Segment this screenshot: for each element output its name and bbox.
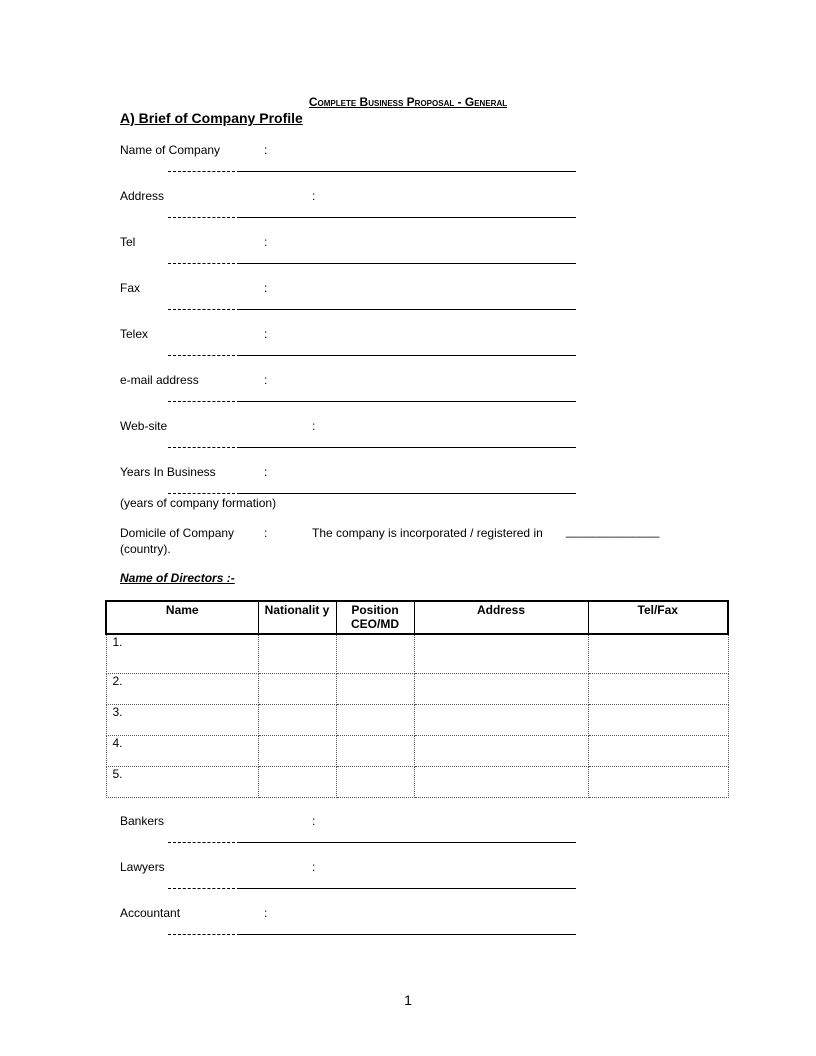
row-number: 2. — [106, 674, 258, 705]
document-title: Complete Business Proposal - General — [308, 95, 508, 109]
page-number: 1 — [404, 992, 412, 1008]
section-heading-company-profile: A) Brief of Company Profile — [120, 110, 303, 126]
colon: : — [264, 281, 268, 295]
domicile-country-note: (country). — [120, 542, 171, 556]
table-cell[interactable] — [588, 674, 728, 705]
table-cell[interactable] — [258, 634, 336, 674]
label-fax: Fax — [120, 281, 141, 295]
label-name-of-company: Name of Company — [120, 143, 221, 157]
years-in-business-field[interactable] — [168, 483, 576, 493]
column-header-nationality: Nationalit y — [258, 601, 336, 634]
directors-heading: Name of Directors :- — [120, 571, 235, 585]
column-header-name: Name — [106, 601, 258, 634]
name-of-company-field[interactable] — [168, 161, 576, 171]
domicile-text: The company is incorporated / registered in — [312, 526, 543, 540]
table-row — [106, 634, 728, 674]
website-field[interactable] — [168, 437, 576, 447]
colon: : — [264, 373, 268, 387]
label-telex: Telex — [120, 327, 149, 341]
table-cell[interactable] — [336, 674, 414, 705]
table-cell[interactable] — [588, 705, 728, 736]
table-cell[interactable] — [336, 705, 414, 736]
row-number: 1. — [106, 634, 258, 674]
bankers-field[interactable] — [168, 832, 576, 842]
colon: : — [264, 906, 268, 920]
label-website: Web-site — [120, 419, 168, 433]
domicile-country-field[interactable]: ______________ — [566, 524, 660, 538]
directors-table — [105, 600, 729, 798]
table-cell[interactable] — [336, 736, 414, 767]
colon: : — [264, 143, 268, 157]
label-tel: Tel — [120, 235, 136, 249]
row-number: 4. — [106, 736, 258, 767]
column-header-position: Position CEO/MD — [336, 601, 414, 634]
table-cell[interactable] — [414, 674, 588, 705]
label-domicile: Domicile of Company — [120, 526, 235, 540]
colon: : — [264, 465, 268, 479]
label-address: Address — [120, 189, 165, 203]
table-cell[interactable] — [414, 736, 588, 767]
colon: : — [264, 526, 268, 540]
table-cell[interactable] — [258, 767, 336, 798]
email-field[interactable] — [168, 391, 576, 401]
table-row — [106, 736, 728, 767]
address-field[interactable] — [168, 207, 576, 217]
column-header-tel-fax: Tel/Fax — [588, 601, 728, 634]
colon: : — [312, 814, 316, 828]
label-lawyers: Lawyers — [120, 860, 165, 874]
fax-field[interactable] — [168, 299, 576, 309]
row-number: 3. — [106, 705, 258, 736]
label-years-in-business: Years In Business — [120, 465, 216, 479]
table-cell[interactable] — [336, 634, 414, 674]
colon: : — [312, 860, 316, 874]
label-email: e-mail address — [120, 373, 199, 387]
table-row — [106, 674, 728, 705]
table-cell[interactable] — [258, 674, 336, 705]
table-row — [106, 767, 728, 798]
column-header-address: Address — [414, 601, 588, 634]
colon: : — [264, 327, 268, 341]
table-cell[interactable] — [588, 767, 728, 798]
colon: : — [264, 235, 268, 249]
colon: : — [312, 189, 316, 203]
tel-field[interactable] — [168, 253, 576, 263]
table-cell[interactable] — [588, 736, 728, 767]
years-note: (years of company formation) — [120, 496, 277, 510]
table-cell[interactable] — [414, 767, 588, 798]
table-cell[interactable] — [258, 736, 336, 767]
table-cell[interactable] — [414, 705, 588, 736]
table-row — [106, 705, 728, 736]
table-cell[interactable] — [414, 634, 588, 674]
telex-field[interactable] — [168, 345, 576, 355]
colon: : — [312, 419, 316, 433]
label-accountant: Accountant — [120, 906, 181, 920]
lawyers-field[interactable] — [168, 878, 576, 888]
table-cell[interactable] — [336, 767, 414, 798]
table-cell[interactable] — [588, 634, 728, 674]
label-bankers: Bankers — [120, 814, 165, 828]
accountant-field[interactable] — [168, 924, 576, 934]
row-number: 5. — [106, 767, 258, 798]
table-cell[interactable] — [258, 705, 336, 736]
